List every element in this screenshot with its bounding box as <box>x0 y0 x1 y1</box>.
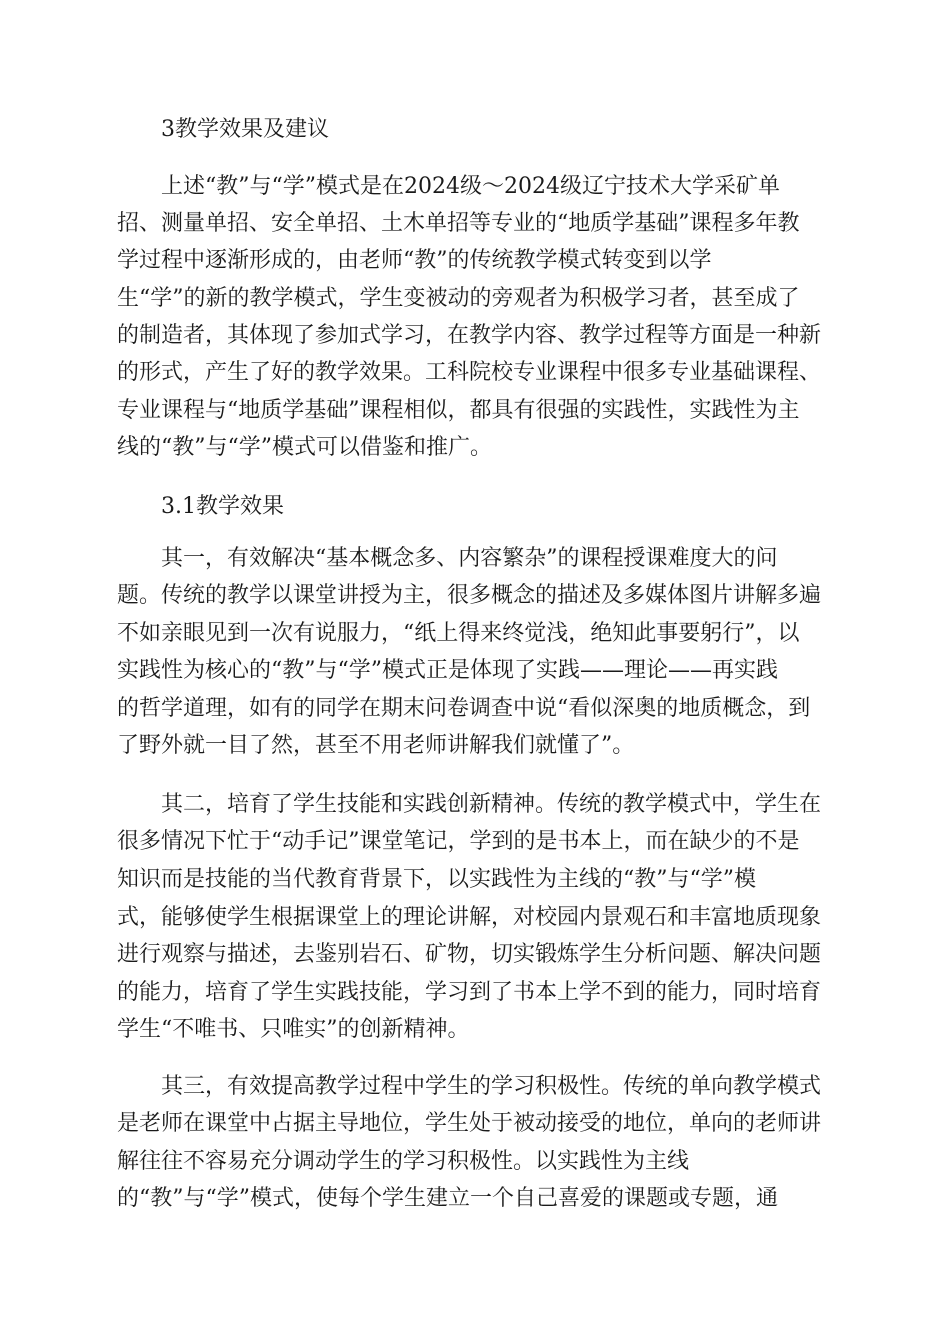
paragraph-line: 上述“教”与“学”模式是在2024级～2024级辽宁技术大学采矿单 <box>161 174 780 199</box>
paragraph-line: 式，能够使学生根据课堂上的理论讲解，对校园内景观石和丰富地质现象 <box>117 905 822 930</box>
paragraph-line: 不如亲眼见到一次有说服力，“纸上得来终觉浅，绝知此事要躬行”，以 <box>117 621 800 646</box>
paragraph-line: 其二，培育了学生技能和实践创新精神。传统的教学模式中，学生在 <box>161 792 822 817</box>
paragraph-line: 其三，有效提高教学过程中学生的学习积极性。传统的单向教学模式 <box>161 1074 822 1099</box>
paragraph-line: 的“教”与“学”模式，使每个学生建立一个自己喜爱的课题或专题，通 <box>117 1186 778 1211</box>
subsection-heading: 3.1教学效果 <box>161 494 284 519</box>
paragraph-line: 是老师在课堂中占据主导地位，学生处于被动接受的地位，单向的老师讲 <box>117 1111 822 1136</box>
paragraph-line: 的形式，产生了好的教学效果。工科院校专业课程中很多专业基础课程、 <box>117 360 822 385</box>
paragraph-line: 解往往不容易充分调动学生的学习积极性。以实践性为主线 <box>117 1149 690 1174</box>
paragraph-line: 知识而是技能的当代教育背景下，以实践性为主线的“教”与“学”模 <box>117 867 756 892</box>
paragraph-line: 题。传统的教学以课堂讲授为主，很多概念的描述及多媒体图片讲解多遍 <box>117 583 822 608</box>
paragraph-line: 招、测量单招、安全单招、土木单招等专业的“地质学基础”课程多年教 <box>117 211 800 236</box>
paragraph-line: 学生“不唯书、只唯实”的创新精神。 <box>117 1017 470 1042</box>
paragraph-line: 专业课程与“地质学基础”课程相似，都具有很强的实践性，实践性为主 <box>117 398 800 423</box>
paragraph-line: 的能力，培育了学生实践技能，学习到了书本上学不到的能力，同时培育 <box>117 980 822 1005</box>
paragraph-line: 生“学”的新的教学模式，学生变被动的旁观者为积极学习者，甚至成了 <box>117 286 800 311</box>
paragraph-line: 了野外就一目了然，甚至不用老师讲解我们就懂了”。 <box>117 733 635 758</box>
paragraph-line: 其一，有效解决“基本概念多、内容繁杂”的课程授课难度大的问 <box>161 546 778 571</box>
section-heading: 3教学效果及建议 <box>161 117 329 142</box>
paragraph-line: 进行观察与描述，去鉴别岩石、矿物，切实锻炼学生分析问题、解决问题 <box>117 942 822 967</box>
paragraph-line: 很多情况下忙于“动手记”课堂笔记，学到的是书本上，而在缺少的不是 <box>117 829 800 854</box>
paragraph-line: 学过程中逐渐形成的，由老师“教”的传统教学模式转变到以学 <box>117 248 712 273</box>
paragraph-line: 的哲学道理，如有的同学在期末问卷调查中说“看似深奥的地质概念，到 <box>117 696 811 721</box>
paragraph-line: 线的“教”与“学”模式可以借鉴和推广。 <box>117 435 492 460</box>
paragraph-line: 实践性为核心的“教”与“学”模式正是体现了实践——理论——再实践 <box>117 658 778 683</box>
paragraph-line: 的制造者，其体现了参加式学习，在教学内容、教学过程等方面是一种新 <box>117 323 822 348</box>
